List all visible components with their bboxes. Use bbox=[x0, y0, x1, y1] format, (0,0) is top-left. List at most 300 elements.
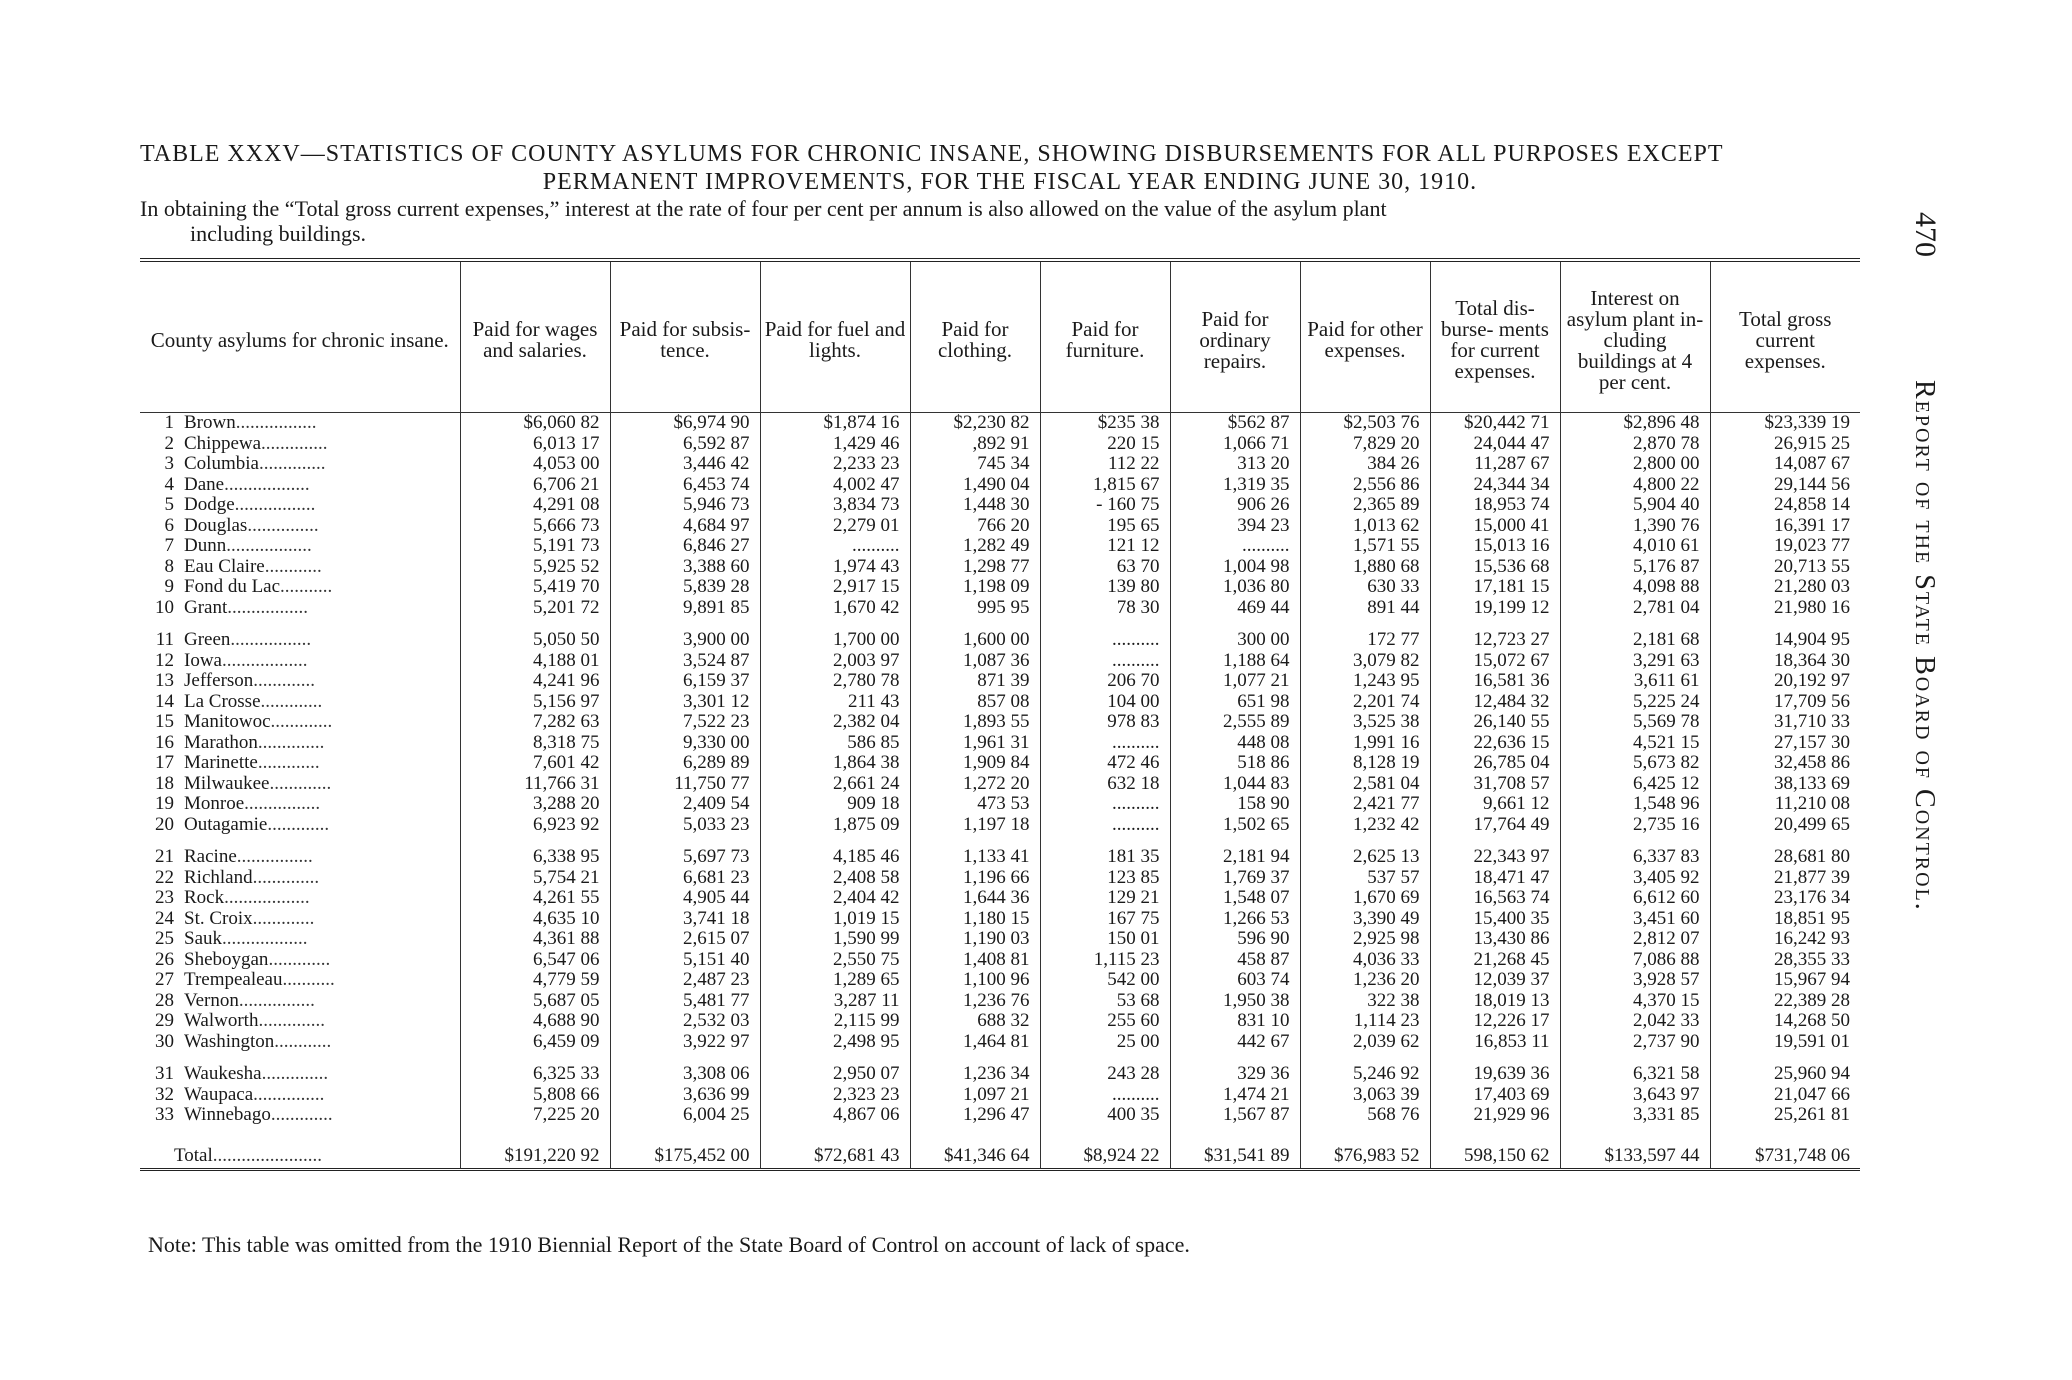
column-header-7: Paid for other expenses. bbox=[1300, 260, 1430, 413]
value-cell: 568 76 bbox=[1300, 1105, 1430, 1126]
value-cell: 2,925 98 bbox=[1300, 929, 1430, 950]
table-row bbox=[140, 692, 1860, 713]
value-cell: 17,181 15 bbox=[1430, 577, 1560, 598]
value-cell: 9,661 12 bbox=[1430, 794, 1560, 815]
county-name: Waupaca bbox=[184, 1083, 254, 1105]
value-cell: 2,181 68 bbox=[1560, 630, 1710, 651]
value-cell: 2,781 04 bbox=[1560, 598, 1710, 619]
value-cell: 1,190 03 bbox=[910, 929, 1040, 950]
table-row bbox=[140, 1105, 1860, 1126]
table-row bbox=[140, 970, 1860, 991]
value-cell: 1,448 30 bbox=[910, 495, 1040, 516]
value-cell: 1,502 65 bbox=[1170, 815, 1300, 836]
leader-dots: ............. bbox=[267, 813, 330, 835]
county-cell bbox=[140, 774, 460, 795]
value-cell: $2,896 48 bbox=[1560, 413, 1710, 434]
table-row bbox=[140, 774, 1860, 795]
value-cell: 891 44 bbox=[1300, 598, 1430, 619]
value-cell: 3,308 06 bbox=[610, 1064, 760, 1085]
value-cell: 5,481 77 bbox=[610, 991, 760, 1012]
intro-line-2: including buildings. bbox=[190, 221, 366, 246]
value-cell: 1,991 16 bbox=[1300, 733, 1430, 754]
row-number: 3 bbox=[164, 453, 174, 474]
value-cell: 6,846 27 bbox=[610, 536, 760, 557]
value-cell: 5,687 05 bbox=[460, 991, 610, 1012]
value-cell: 5,151 40 bbox=[610, 950, 760, 971]
county-name: Vernon bbox=[184, 989, 239, 1011]
row-number: 20 bbox=[155, 813, 174, 835]
value-cell: 978 83 bbox=[1040, 712, 1170, 733]
table-row bbox=[140, 733, 1860, 754]
value-cell: 5,925 52 bbox=[460, 557, 610, 578]
value-cell: ,892 91 bbox=[910, 434, 1040, 455]
value-cell: 3,287 11 bbox=[760, 991, 910, 1012]
value-cell: 63 70 bbox=[1040, 557, 1170, 578]
value-cell: 1,188 64 bbox=[1170, 651, 1300, 672]
leader-dots: .................. bbox=[222, 928, 308, 949]
value-cell: 2,115 99 bbox=[760, 1011, 910, 1032]
county-cell bbox=[140, 1011, 460, 1032]
value-cell: 23,176 34 bbox=[1710, 888, 1860, 909]
value-cell: 18,019 13 bbox=[1430, 991, 1560, 1012]
county-cell bbox=[140, 991, 460, 1012]
table-row bbox=[140, 671, 1860, 692]
value-cell: 3,063 39 bbox=[1300, 1085, 1430, 1106]
value-cell: 26,140 55 bbox=[1430, 712, 1560, 733]
county-name: Trempealeau bbox=[184, 969, 283, 990]
county-name: Manitowoc bbox=[184, 711, 271, 732]
value-cell: 1,670 42 bbox=[760, 598, 910, 619]
value-cell: 6,923 92 bbox=[460, 815, 610, 836]
value-cell: 112 22 bbox=[1040, 454, 1170, 475]
value-cell: 21,268 45 bbox=[1430, 950, 1560, 971]
county-name: Dunn bbox=[184, 535, 227, 556]
value-cell: 3,079 82 bbox=[1300, 651, 1430, 672]
value-cell: 19,639 36 bbox=[1430, 1064, 1560, 1085]
table-row bbox=[140, 598, 1860, 619]
row-number: 25 bbox=[155, 928, 174, 949]
value-cell: 16,242 93 bbox=[1710, 929, 1860, 950]
value-cell: 38,133 69 bbox=[1710, 774, 1860, 795]
county-name: Marathon bbox=[184, 731, 258, 753]
value-cell: 4,800 22 bbox=[1560, 475, 1710, 496]
leader-dots: ................. bbox=[230, 629, 312, 650]
row-number: 12 bbox=[155, 649, 174, 671]
value-cell: 1,548 07 bbox=[1170, 888, 1300, 909]
column-header-6: Paid for ordinary repairs. bbox=[1170, 260, 1300, 413]
value-cell: 5,225 24 bbox=[1560, 692, 1710, 713]
value-cell: 1,429 46 bbox=[760, 434, 910, 455]
table-row bbox=[140, 413, 1860, 434]
value-cell: 630 33 bbox=[1300, 577, 1430, 598]
table-row bbox=[140, 630, 1860, 651]
value-cell: 255 60 bbox=[1040, 1011, 1170, 1032]
table-row bbox=[140, 991, 1860, 1012]
value-cell: 13,430 86 bbox=[1430, 929, 1560, 950]
leader-dots: .................. bbox=[224, 887, 310, 908]
value-cell: 78 30 bbox=[1040, 598, 1170, 619]
value-cell: 6,159 37 bbox=[610, 671, 760, 692]
page-number: 470 bbox=[1909, 212, 1942, 257]
column-header-5: Paid for furniture. bbox=[1040, 260, 1170, 413]
value-cell: 1,298 77 bbox=[910, 557, 1040, 578]
value-cell: 3,451 60 bbox=[1560, 909, 1710, 930]
value-cell: 1,198 09 bbox=[910, 577, 1040, 598]
row-number: 15 bbox=[155, 711, 174, 732]
value-cell: 1,644 36 bbox=[910, 888, 1040, 909]
value-cell: 1,769 37 bbox=[1170, 868, 1300, 889]
table-title bbox=[140, 140, 1880, 196]
value-cell: 19,591 01 bbox=[1710, 1032, 1860, 1053]
row-number: 26 bbox=[155, 948, 174, 970]
value-cell: 2,404 42 bbox=[760, 888, 910, 909]
county-cell bbox=[140, 909, 460, 930]
value-cell: 121 12 bbox=[1040, 536, 1170, 557]
county-name: Richland bbox=[184, 866, 253, 888]
table-row bbox=[140, 434, 1860, 455]
value-cell: 4,370 15 bbox=[1560, 991, 1710, 1012]
county-cell bbox=[140, 598, 460, 619]
value-cell: 1,296 47 bbox=[910, 1105, 1040, 1126]
empty-cell: .......... bbox=[1040, 651, 1170, 672]
leader-dots: .............. bbox=[258, 1010, 325, 1031]
total-label-cell bbox=[140, 1138, 460, 1170]
footnote: Note: This table was omitted from the 1910 Biennial Report of the State Board of Control on account of lack of space. bbox=[148, 1232, 1190, 1257]
leader-dots: .............. bbox=[261, 1063, 329, 1084]
county-cell bbox=[140, 651, 460, 672]
value-cell: 8,128 19 bbox=[1300, 753, 1430, 774]
value-cell: 3,446 42 bbox=[610, 454, 760, 475]
value-cell: $562 87 bbox=[1170, 413, 1300, 434]
value-cell: 15,013 16 bbox=[1430, 536, 1560, 557]
value-cell: 20,499 65 bbox=[1710, 815, 1860, 836]
leader-dots: .............. bbox=[261, 432, 328, 454]
county-cell bbox=[140, 847, 460, 868]
value-cell: 5,569 78 bbox=[1560, 712, 1710, 733]
value-cell: 2,382 04 bbox=[760, 712, 910, 733]
value-cell: 20,192 97 bbox=[1710, 671, 1860, 692]
table-row bbox=[140, 454, 1860, 475]
intro-line-1: In obtaining the “Total gross current expenses,” interest at the rate of four per cent per annum is also allowed on the value of the asylum plant bbox=[140, 196, 1387, 221]
county-cell bbox=[140, 475, 460, 496]
value-cell: 9,891 85 bbox=[610, 598, 760, 619]
value-cell: 6,459 09 bbox=[460, 1032, 610, 1053]
row-number: 13 bbox=[155, 670, 174, 691]
leader-dots: ................. bbox=[227, 596, 309, 618]
value-cell: 1,100 96 bbox=[910, 970, 1040, 991]
value-cell: 2,870 78 bbox=[1560, 434, 1710, 455]
leader-dots: ............. bbox=[269, 772, 332, 794]
empty-cell: .......... bbox=[1040, 630, 1170, 651]
total-value-cell: $41,346 64 bbox=[910, 1138, 1040, 1170]
value-cell: 3,643 97 bbox=[1560, 1085, 1710, 1106]
leader-dots: ................ bbox=[244, 793, 321, 814]
value-cell: 31,708 57 bbox=[1430, 774, 1560, 795]
leader-dots: ............. bbox=[270, 1104, 333, 1125]
value-cell: 6,612 60 bbox=[1560, 888, 1710, 909]
total-value-cell: 598,150 62 bbox=[1430, 1138, 1560, 1170]
value-cell: 6,681 23 bbox=[610, 868, 760, 889]
value-cell: 1,133 41 bbox=[910, 847, 1040, 868]
value-cell: 24,044 47 bbox=[1430, 434, 1560, 455]
row-number: 33 bbox=[155, 1104, 174, 1125]
value-cell: 9,330 00 bbox=[610, 733, 760, 754]
value-cell: 5,201 72 bbox=[460, 598, 610, 619]
value-cell: 1,390 76 bbox=[1560, 516, 1710, 537]
value-cell: 1,464 81 bbox=[910, 1032, 1040, 1053]
value-cell: 4,684 97 bbox=[610, 516, 760, 537]
value-cell: 26,915 25 bbox=[1710, 434, 1860, 455]
county-name: Green bbox=[184, 629, 231, 650]
title-line-2: PERMANENT IMPROVEMENTS, FOR THE FISCAL YEAR ENDING JUNE 30, 1910. bbox=[542, 169, 1478, 195]
value-cell: 6,547 06 bbox=[460, 950, 610, 971]
total-value-cell: $76,983 52 bbox=[1300, 1138, 1430, 1170]
value-cell: 473 53 bbox=[910, 794, 1040, 815]
value-cell: 1,236 34 bbox=[910, 1064, 1040, 1085]
value-cell: 11,210 08 bbox=[1710, 794, 1860, 815]
value-cell: 4,053 00 bbox=[460, 454, 610, 475]
table-body bbox=[140, 413, 1860, 1170]
county-cell bbox=[140, 1105, 460, 1126]
value-cell: 5,246 92 bbox=[1300, 1064, 1430, 1085]
county-name: La Crosse bbox=[184, 690, 261, 712]
value-cell: 4,241 96 bbox=[460, 671, 610, 692]
county-name: Jefferson bbox=[184, 670, 254, 691]
value-cell: 3,922 97 bbox=[610, 1032, 760, 1053]
value-cell: 300 00 bbox=[1170, 630, 1300, 651]
value-cell: 5,176 87 bbox=[1560, 557, 1710, 578]
value-cell: 12,226 17 bbox=[1430, 1011, 1560, 1032]
value-cell: 167 75 bbox=[1040, 909, 1170, 930]
leader-dots: ............ bbox=[274, 1030, 332, 1052]
value-cell: 195 65 bbox=[1040, 516, 1170, 537]
table-row bbox=[140, 909, 1860, 930]
value-cell: 15,400 35 bbox=[1430, 909, 1560, 930]
column-header-2: Paid for subsis- tence. bbox=[610, 260, 760, 413]
value-cell: 1,044 83 bbox=[1170, 774, 1300, 795]
value-cell: 313 20 bbox=[1170, 454, 1300, 475]
value-cell: 3,928 57 bbox=[1560, 970, 1710, 991]
row-number: 28 bbox=[155, 989, 174, 1011]
value-cell: 20,713 55 bbox=[1710, 557, 1860, 578]
value-cell: 6,453 74 bbox=[610, 475, 760, 496]
title-line-1: TABLE XXXV—STATISTICS OF COUNTY ASYLUMS FOR CHRONIC INSANE, SHOWING DISBURSEMENTS FOR ALL PURPOSES EXCEPT bbox=[140, 141, 1724, 167]
value-cell: 24,344 34 bbox=[1430, 475, 1560, 496]
county-name: Chippewa bbox=[184, 432, 262, 454]
county-cell bbox=[140, 733, 460, 754]
row-number: 4 bbox=[164, 473, 174, 495]
value-cell: 129 21 bbox=[1040, 888, 1170, 909]
value-cell: 2,532 03 bbox=[610, 1011, 760, 1032]
row-number: 11 bbox=[155, 629, 174, 650]
value-cell: 1,197 18 bbox=[910, 815, 1040, 836]
table-row bbox=[140, 847, 1860, 868]
leader-dots: ....................... bbox=[212, 1144, 323, 1166]
value-cell: 1,013 62 bbox=[1300, 516, 1430, 537]
leader-dots: ........... bbox=[280, 576, 333, 597]
leader-dots: ................. bbox=[235, 412, 317, 433]
county-name: Rock bbox=[184, 887, 225, 908]
value-cell: 25 00 bbox=[1040, 1032, 1170, 1053]
value-cell: 1,670 69 bbox=[1300, 888, 1430, 909]
value-cell: 2,181 94 bbox=[1170, 847, 1300, 868]
leader-dots: ............. bbox=[260, 690, 323, 712]
row-number: 32 bbox=[155, 1083, 174, 1105]
value-cell: 8,318 75 bbox=[460, 733, 610, 754]
table-row bbox=[140, 516, 1860, 537]
value-cell: 16,391 17 bbox=[1710, 516, 1860, 537]
table-row bbox=[140, 1032, 1860, 1053]
row-number: 22 bbox=[155, 866, 174, 888]
value-cell: 220 15 bbox=[1040, 434, 1170, 455]
table-row bbox=[140, 475, 1860, 496]
value-cell: 1,272 20 bbox=[910, 774, 1040, 795]
value-cell: 2,812 07 bbox=[1560, 929, 1710, 950]
table-row bbox=[140, 868, 1860, 889]
value-cell: 7,829 20 bbox=[1300, 434, 1430, 455]
leader-dots: ............... bbox=[247, 514, 319, 536]
value-cell: 243 28 bbox=[1040, 1064, 1170, 1085]
total-value-cell: $175,452 00 bbox=[610, 1138, 760, 1170]
value-cell: 586 85 bbox=[760, 733, 910, 754]
value-cell: 21,280 03 bbox=[1710, 577, 1860, 598]
row-number: 24 bbox=[155, 907, 174, 929]
value-cell: 32,458 86 bbox=[1710, 753, 1860, 774]
table-row bbox=[140, 815, 1860, 836]
value-cell: 17,709 56 bbox=[1710, 692, 1860, 713]
value-cell: 7,225 20 bbox=[460, 1105, 610, 1126]
value-cell: 3,834 73 bbox=[760, 495, 910, 516]
county-cell bbox=[140, 794, 460, 815]
value-cell: $2,503 76 bbox=[1300, 413, 1430, 434]
county-cell bbox=[140, 495, 460, 516]
value-cell: 15,967 94 bbox=[1710, 970, 1860, 991]
value-cell: 1,087 36 bbox=[910, 651, 1040, 672]
value-cell: 1,893 55 bbox=[910, 712, 1040, 733]
total-label: Total bbox=[174, 1144, 213, 1166]
county-name: Winnebago bbox=[184, 1104, 271, 1125]
value-cell: 19,023 77 bbox=[1710, 536, 1860, 557]
value-cell: 6,706 21 bbox=[460, 475, 610, 496]
value-cell: 2,780 78 bbox=[760, 671, 910, 692]
county-cell bbox=[140, 671, 460, 692]
row-number: 30 bbox=[155, 1030, 174, 1052]
value-cell: 2,233 23 bbox=[760, 454, 910, 475]
value-cell: 857 08 bbox=[910, 692, 1040, 713]
leader-dots: ............. bbox=[252, 907, 315, 929]
value-cell: 7,522 23 bbox=[610, 712, 760, 733]
row-number: 29 bbox=[155, 1010, 174, 1031]
value-cell: 5,666 73 bbox=[460, 516, 610, 537]
value-cell: 1,236 20 bbox=[1300, 970, 1430, 991]
value-cell: $1,874 16 bbox=[760, 413, 910, 434]
value-cell: 12,484 32 bbox=[1430, 692, 1560, 713]
value-cell: 400 35 bbox=[1040, 1105, 1170, 1126]
row-number: 27 bbox=[155, 969, 174, 990]
value-cell: 2,625 13 bbox=[1300, 847, 1430, 868]
value-cell: $6,974 90 bbox=[610, 413, 760, 434]
value-cell: 4,261 55 bbox=[460, 888, 610, 909]
table-header bbox=[140, 260, 1860, 413]
value-cell: 1,880 68 bbox=[1300, 557, 1430, 578]
table-row bbox=[140, 1011, 1860, 1032]
county-name: Fond du Lac bbox=[184, 576, 281, 597]
header-row bbox=[140, 260, 1860, 413]
value-cell: 3,301 12 bbox=[610, 692, 760, 713]
county-name: Columbia bbox=[184, 453, 259, 474]
county-cell bbox=[140, 970, 460, 991]
value-cell: 53 68 bbox=[1040, 991, 1170, 1012]
column-header-9: Interest on asylum plant in- cluding buildings at 4 per cent. bbox=[1560, 260, 1710, 413]
county-name: Washington bbox=[184, 1030, 275, 1052]
table-row bbox=[140, 1064, 1860, 1085]
county-cell bbox=[140, 815, 460, 836]
value-cell: 1,196 66 bbox=[910, 868, 1040, 889]
value-cell: 1,875 09 bbox=[760, 815, 910, 836]
leader-dots: .................. bbox=[226, 535, 312, 556]
value-cell: 1,243 95 bbox=[1300, 671, 1430, 692]
value-cell: 3,741 18 bbox=[610, 909, 760, 930]
value-cell: 22,389 28 bbox=[1710, 991, 1860, 1012]
value-cell: 15,536 68 bbox=[1430, 557, 1560, 578]
county-cell bbox=[140, 557, 460, 578]
county-cell bbox=[140, 929, 460, 950]
value-cell: 542 00 bbox=[1040, 970, 1170, 991]
value-cell: 2,550 75 bbox=[760, 950, 910, 971]
county-cell bbox=[140, 516, 460, 537]
value-cell: 4,905 44 bbox=[610, 888, 760, 909]
value-cell: 2,735 16 bbox=[1560, 815, 1710, 836]
total-value-cell: $133,597 44 bbox=[1560, 1138, 1710, 1170]
value-cell: 25,960 94 bbox=[1710, 1064, 1860, 1085]
value-cell: 2,039 62 bbox=[1300, 1032, 1430, 1053]
row-number: 21 bbox=[155, 846, 174, 867]
value-cell: 1,236 76 bbox=[910, 991, 1040, 1012]
county-cell bbox=[140, 454, 460, 475]
total-value-cell: $731,748 06 bbox=[1710, 1138, 1860, 1170]
value-cell: 4,036 33 bbox=[1300, 950, 1430, 971]
table-row bbox=[140, 577, 1860, 598]
value-cell: 5,754 21 bbox=[460, 868, 610, 889]
value-cell: 3,524 87 bbox=[610, 651, 760, 672]
county-name: Milwaukee bbox=[184, 772, 270, 794]
value-cell: 2,917 15 bbox=[760, 577, 910, 598]
value-cell: 2,555 89 bbox=[1170, 712, 1300, 733]
value-cell: 1,490 04 bbox=[910, 475, 1040, 496]
value-cell: 1,950 38 bbox=[1170, 991, 1300, 1012]
value-cell: 28,355 33 bbox=[1710, 950, 1860, 971]
value-cell: $2,230 82 bbox=[910, 413, 1040, 434]
empty-cell: .......... bbox=[1040, 794, 1170, 815]
value-cell: 31,710 33 bbox=[1710, 712, 1860, 733]
leader-dots: ................ bbox=[236, 846, 313, 867]
group-spacer bbox=[140, 1126, 1860, 1138]
value-cell: 2,365 89 bbox=[1300, 495, 1430, 516]
value-cell: 1,115 23 bbox=[1040, 950, 1170, 971]
value-cell: 831 10 bbox=[1170, 1011, 1300, 1032]
value-cell: 5,191 73 bbox=[460, 536, 610, 557]
county-cell bbox=[140, 1064, 460, 1085]
value-cell: 17,403 69 bbox=[1430, 1085, 1560, 1106]
value-cell: 18,851 95 bbox=[1710, 909, 1860, 930]
total-value-cell: $72,681 43 bbox=[760, 1138, 910, 1170]
county-cell bbox=[140, 536, 460, 557]
value-cell: 5,156 97 bbox=[460, 692, 610, 713]
value-cell: 150 01 bbox=[1040, 929, 1170, 950]
value-cell: 139 80 bbox=[1040, 577, 1170, 598]
value-cell: 5,033 23 bbox=[610, 815, 760, 836]
column-header-1: Paid for wages and salaries. bbox=[460, 260, 610, 413]
